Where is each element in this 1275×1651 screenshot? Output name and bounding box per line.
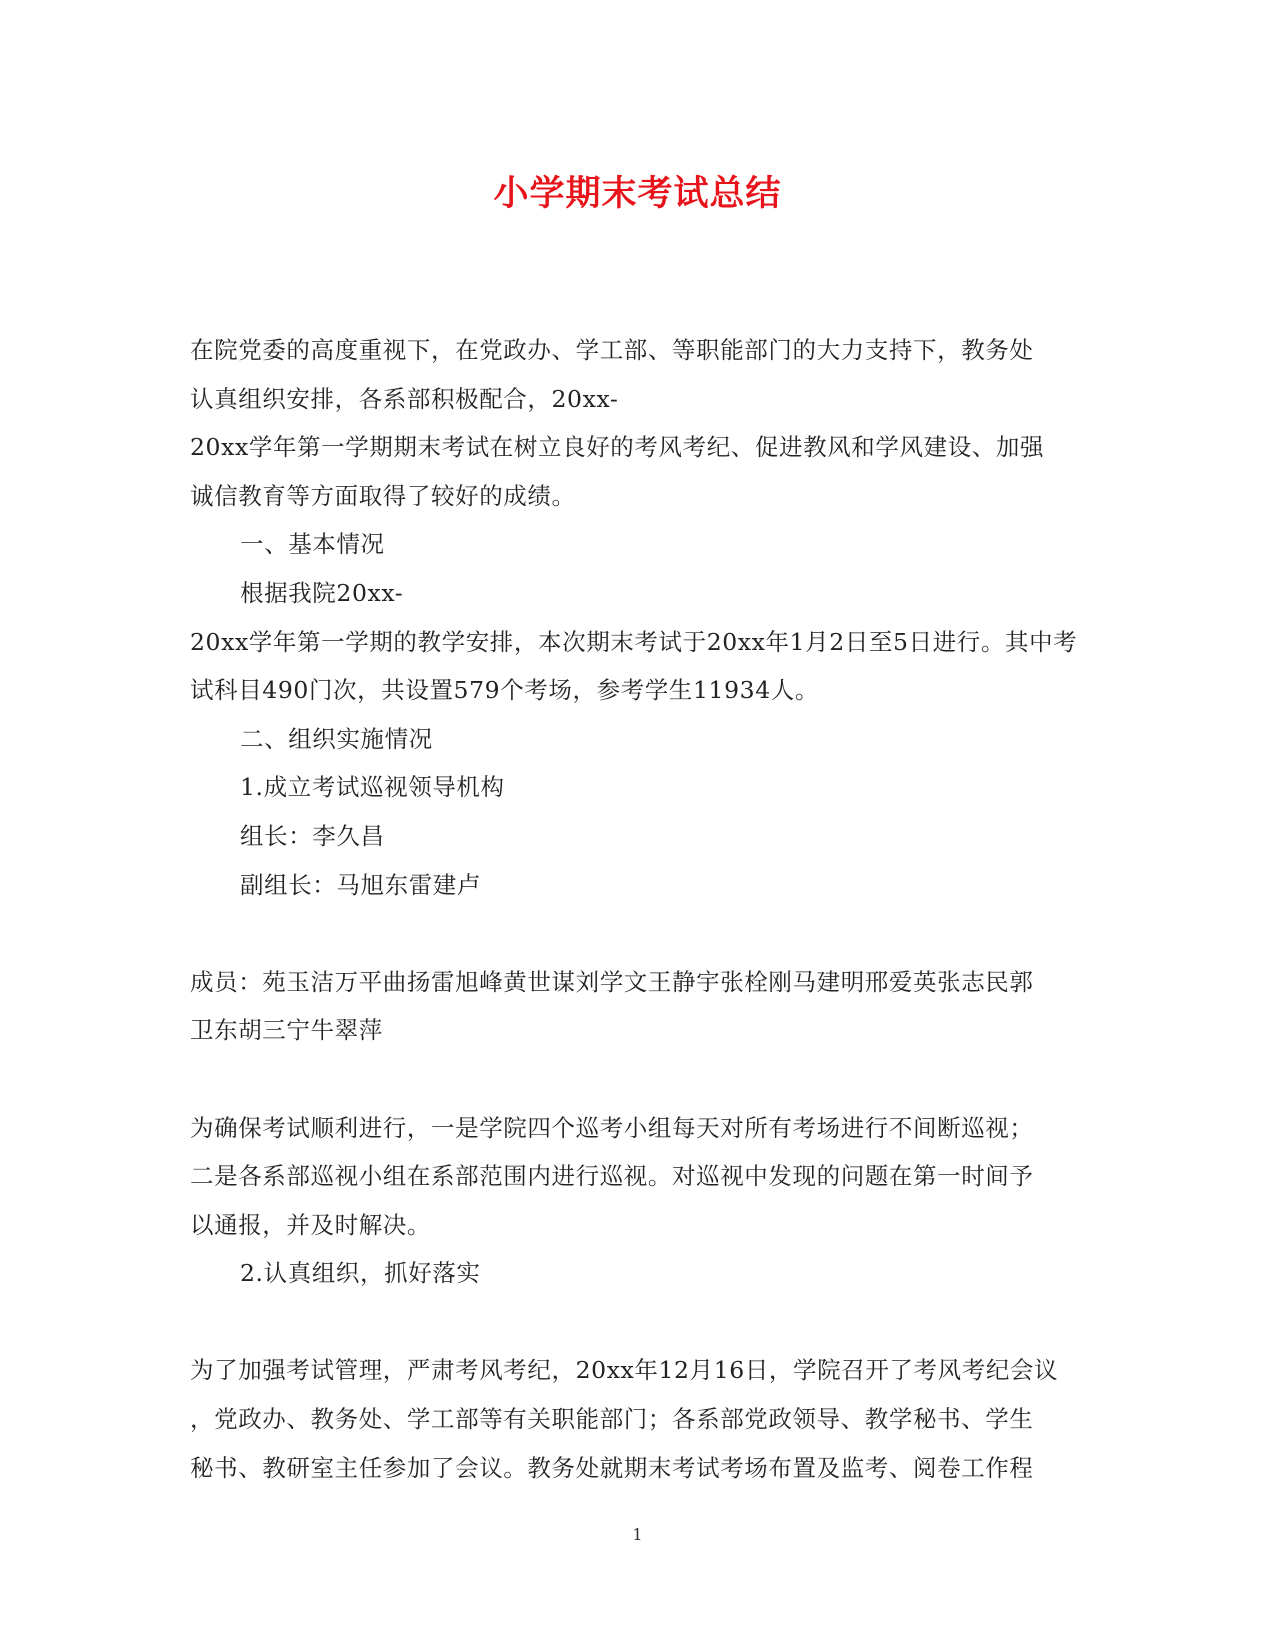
paragraph-line: 20xx学年第一学期的教学安排，本次期末考试于20xx年1月2日至5日进行。其中考 [190, 627, 1078, 656]
paragraph-gap [190, 1055, 1090, 1104]
paragraph-line: 诚信教育等方面取得了较好的成绩。 [190, 481, 576, 510]
paragraph-line: ，党政办、教务处、学工部等有关职能部门；各系部党政领导、教学秘书、学生 [190, 1405, 1034, 1434]
paragraph-line: 副组长：马旭东雷建卢 [240, 870, 481, 899]
paragraph-line: 卫东胡三宁牛翠萍 [190, 1016, 383, 1045]
subsection-heading: 1.成立考试巡视领导机构 [240, 773, 505, 802]
paragraph-gap [190, 909, 1090, 958]
paragraph-gap [190, 1298, 1090, 1347]
paragraph-line: 在院党委的高度重视下，在党政办、学工部、等职能部门的大力支持下，教务处 [190, 336, 1034, 364]
subsection-heading: 2.认真组织，抓好落实 [240, 1259, 481, 1288]
section-heading: 二、组织实施情况 [240, 724, 433, 753]
paragraph-line: 20xx学年第一学期期末考试在树立良好的考风考纪、促进教风和学风建设、加强 [190, 433, 1045, 462]
paragraph-line: 组长：李久昌 [240, 821, 385, 850]
paragraph-line: 为了加强考试管理，严肃考风考纪，20xx年12月16日，学院召开了考风考纪会议 [190, 1356, 1059, 1385]
section-heading: 一、基本情况 [240, 530, 385, 559]
paragraph-line: 秘书、教研室主任参加了会议。教务处就期末考试考场布置及监考、阅卷工作程 [190, 1453, 1034, 1482]
document-body [190, 326, 1090, 1492]
paragraph-line: 以通报，并及时解决。 [190, 1210, 431, 1239]
paragraph-line: 试科目490门次，共设置579个考场，参考学生11934人。 [190, 676, 819, 705]
paragraph-line: 二是各系部巡视小组在系部范围内进行巡视。对巡视中发现的问题在第一时间予 [190, 1162, 1034, 1191]
paragraph-line: 认真组织安排，各系部积极配合，20xx- [190, 384, 619, 413]
paragraph-line: 为确保考试顺利进行，一是学院四个巡考小组每天对所有考场进行不间断巡视； [190, 1113, 1034, 1142]
document-title: 小学期末考试总结 [493, 173, 782, 214]
paragraph-line: 根据我院20xx- [240, 578, 404, 607]
page-number: 1 [632, 1525, 643, 1544]
paragraph-line: 成员：苑玉洁万平曲扬雷旭峰黄世谋刘学文王静宇张栓刚马建明邢爱英张志民郭 [190, 967, 1034, 996]
